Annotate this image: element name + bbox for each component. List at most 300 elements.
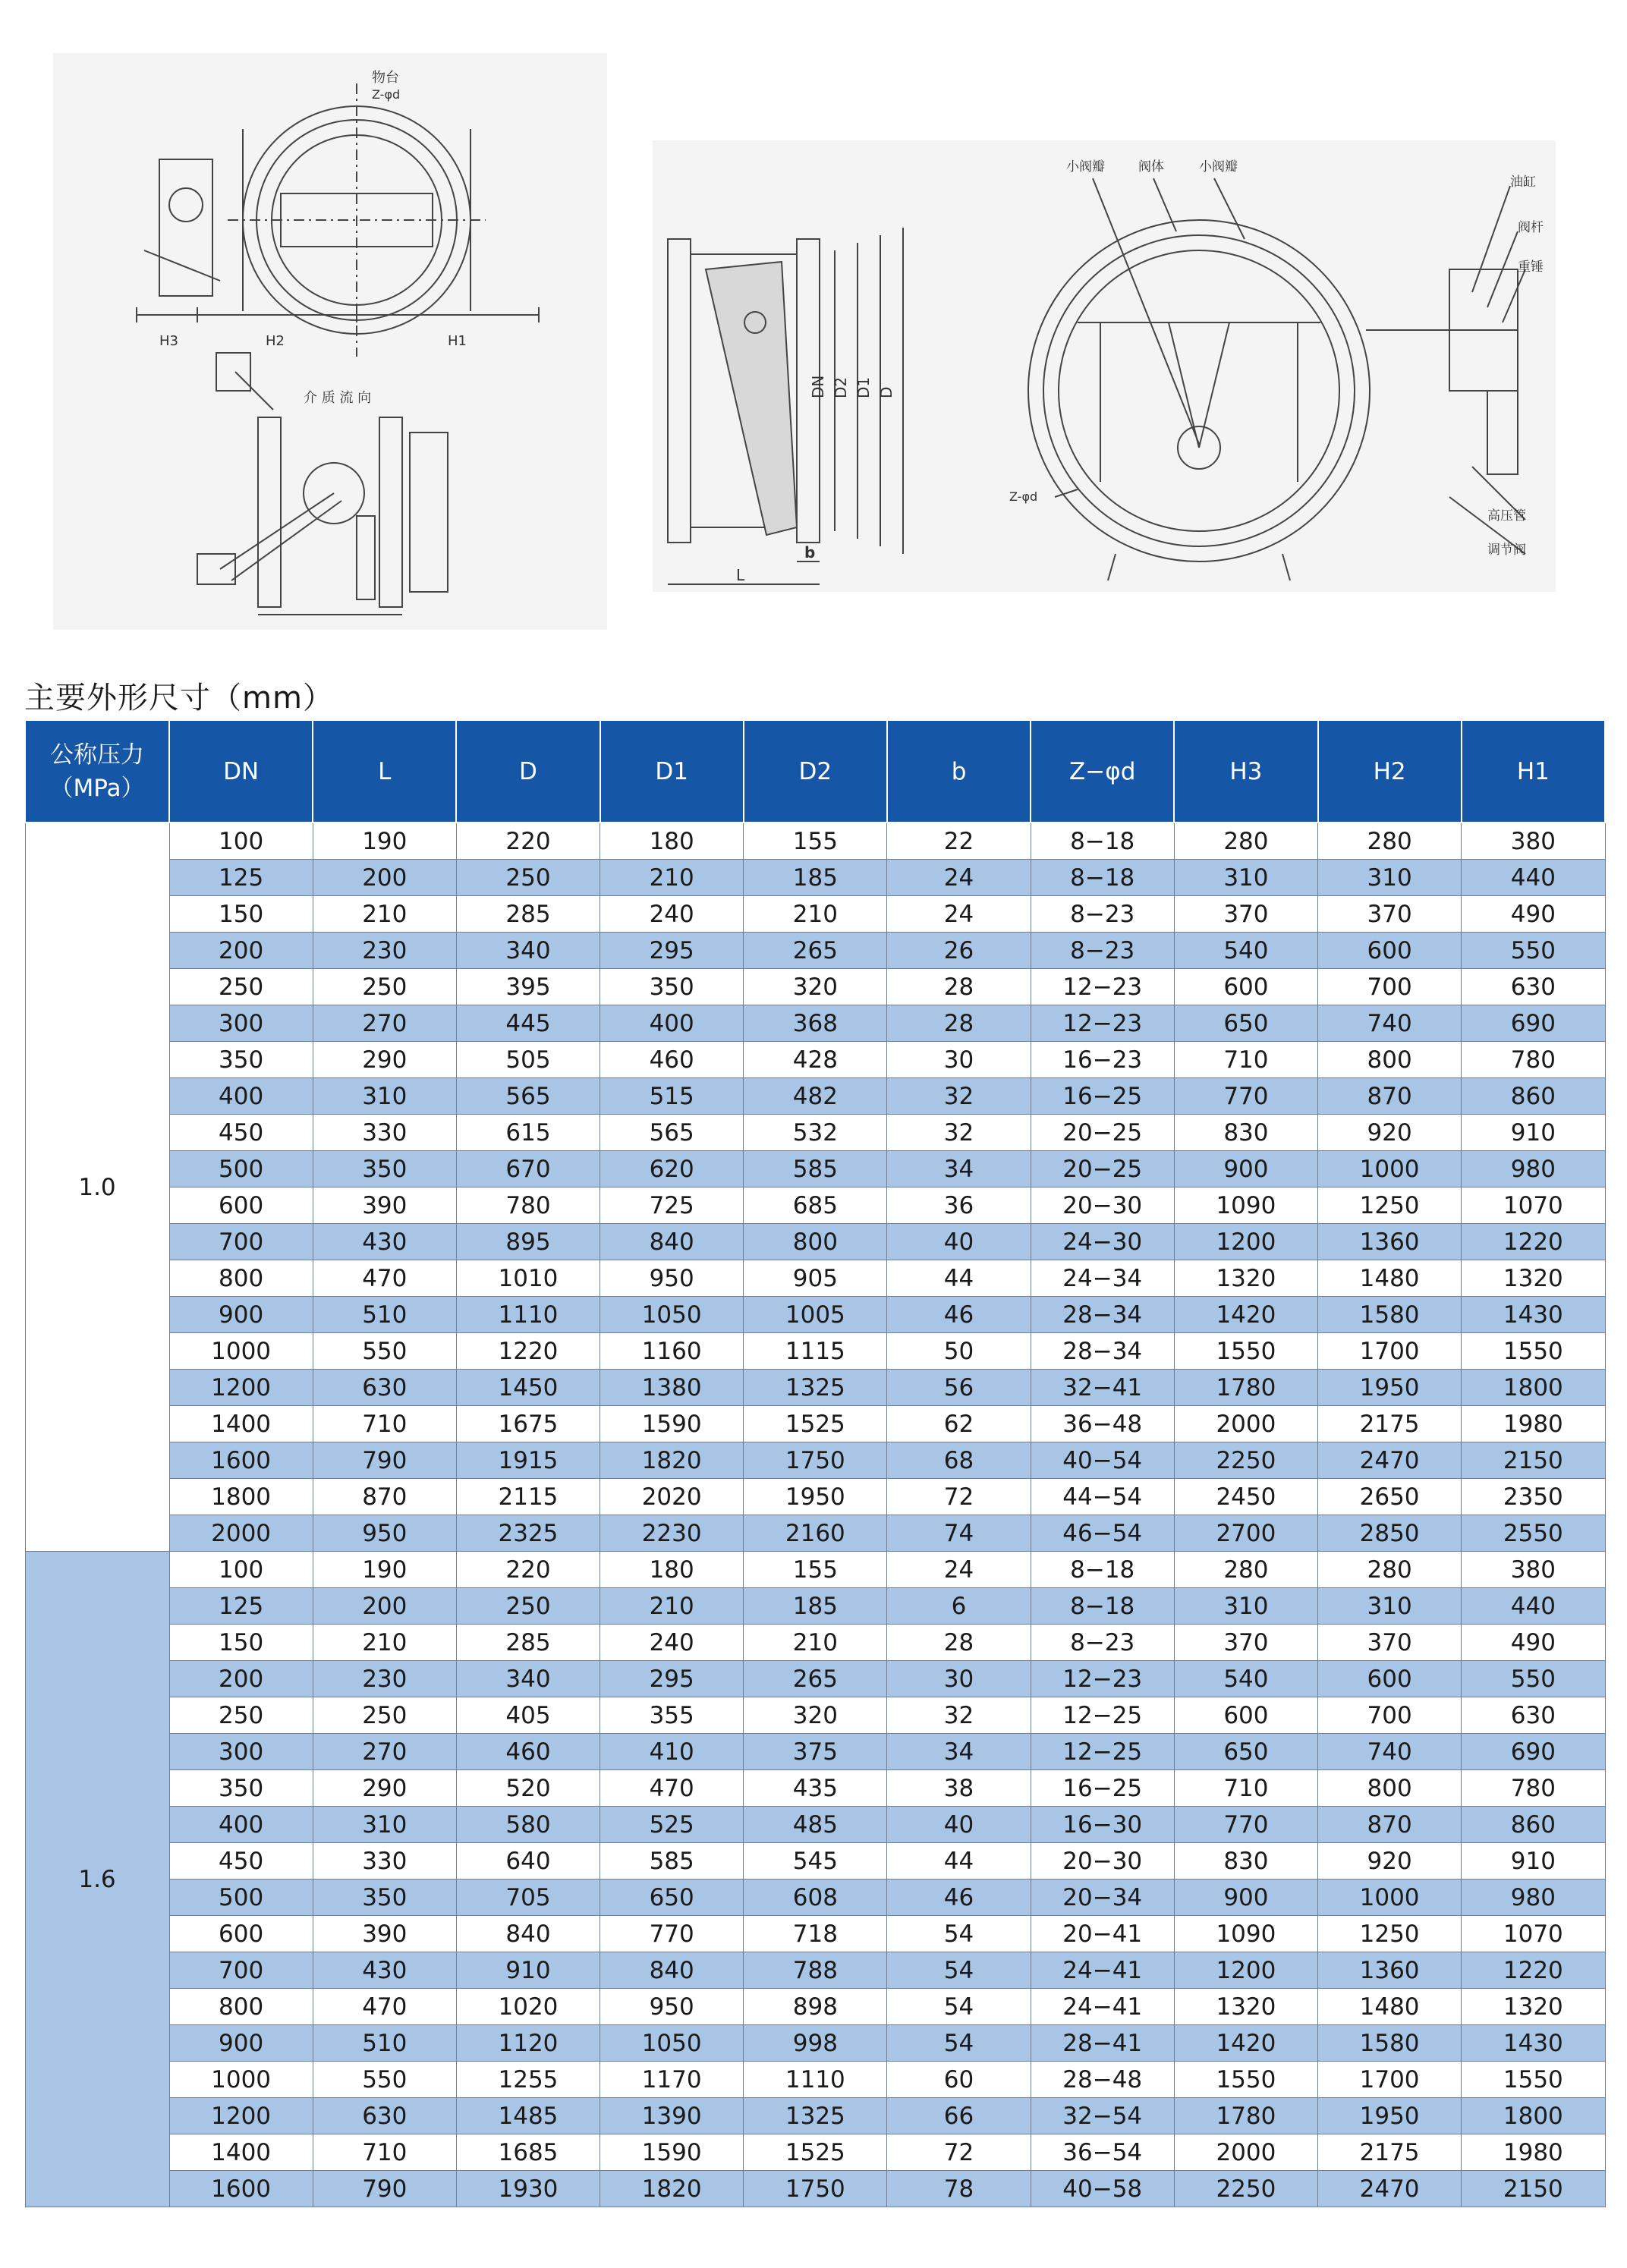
label-d1: D1 [854,376,873,398]
table-cell: 28 [887,1005,1031,1042]
table-cell: 585 [744,1151,887,1187]
table-cell: 30 [887,1661,1031,1697]
table-cell: 1170 [600,2062,744,2098]
table-cell: 8−18 [1031,860,1174,896]
table-cell: 1400 [169,1406,313,1442]
table-cell: 1320 [1462,1989,1605,2025]
table-cell: 580 [456,1807,600,1843]
table-cell: 1550 [1174,1333,1317,1370]
table-row [25,1625,1605,1661]
table-cell: 830 [1174,1115,1317,1151]
table-row [25,1807,1605,1843]
table-cell: 16−25 [1031,1078,1174,1115]
table-cell: 700 [1318,969,1462,1005]
table-cell: 34 [887,1734,1031,1770]
table-cell: 690 [1462,1734,1605,1770]
table-row [25,2134,1605,2171]
table-cell: 1485 [456,2098,600,2134]
table-cell: 295 [600,933,744,969]
table-cell: 1420 [1174,2025,1317,2062]
table-cell: 270 [313,1734,456,1770]
table-cell: 650 [1174,1005,1317,1042]
table-cell: 8−23 [1031,896,1174,933]
table-cell: 700 [169,1224,313,1260]
table-cell: 32 [887,1078,1031,1115]
table-cell: 525 [600,1807,744,1843]
table-cell: 12−23 [1031,1005,1174,1042]
table-cell: 20−30 [1031,1187,1174,1224]
table-row [25,823,1605,860]
table-cell: 1255 [456,2062,600,2098]
table-row [25,2171,1605,2207]
table-cell: 12−25 [1031,1697,1174,1734]
table-cell: 2550 [1462,1515,1605,1552]
table-cell: 375 [744,1734,887,1770]
table-cell: 310 [313,1807,456,1843]
table-cell: 330 [313,1843,456,1880]
table-cell: 1525 [744,1406,887,1442]
table-cell: 20−25 [1031,1151,1174,1187]
table-cell: 485 [744,1807,887,1843]
table-cell: 28−34 [1031,1297,1174,1333]
table-cell: 2470 [1318,1442,1462,1479]
table-header [25,720,1605,823]
table-cell: 2020 [600,1479,744,1515]
table-cell: 36 [887,1187,1031,1224]
table-cell: 870 [1318,1078,1462,1115]
table-cell: 20−25 [1031,1115,1174,1151]
table-cell: 505 [456,1042,600,1078]
table-cell: 460 [456,1734,600,1770]
table-cell: 1250 [1318,1187,1462,1224]
table-cell: 600 [1174,969,1317,1005]
table-cell: 26 [887,933,1031,969]
table-cell: 1200 [1174,1224,1317,1260]
table-cell: 210 [313,896,456,933]
table-cell: 2450 [1174,1479,1317,1515]
table-cell: 34 [887,1151,1031,1187]
table-row [25,2062,1605,2098]
table-cell: 710 [313,2134,456,2171]
table-cell: 390 [313,1187,456,1224]
table-row [25,1115,1605,1151]
table-cell: 500 [169,1151,313,1187]
table-cell: 280 [1174,1552,1317,1588]
table-cell: 56 [887,1370,1031,1406]
table-cell: 2000 [1174,2134,1317,2171]
table-cell: 788 [744,1952,887,1989]
pressure-cell: 1.0 [25,823,169,1552]
table-cell: 800 [744,1224,887,1260]
table-cell: 565 [600,1115,744,1151]
table-cell: 125 [169,860,313,896]
table-cell: 600 [169,1187,313,1224]
table-cell: 200 [313,860,456,896]
table-cell: 22 [887,823,1031,860]
table-cell: 490 [1462,896,1605,933]
table-cell: 630 [313,1370,456,1406]
table-cell: 1480 [1318,1989,1462,2025]
technical-drawings [0,0,1627,653]
table-cell: 330 [313,1115,456,1151]
header-d2: D2 [744,720,887,823]
table-cell: 1700 [1318,1333,1462,1370]
label-dn: DN [809,375,827,398]
table-cell: 320 [744,1697,887,1734]
table-cell: 24−41 [1031,1989,1174,2025]
table-cell: 630 [1462,1697,1605,1734]
table-cell: 1420 [1174,1297,1317,1333]
table-cell: 1430 [1462,1297,1605,1333]
table-cell: 830 [1174,1843,1317,1880]
table-cell: 950 [600,1260,744,1297]
table-cell: 800 [1318,1042,1462,1078]
table-row [25,1697,1605,1734]
table-cell: 12−23 [1031,969,1174,1005]
table-cell: 54 [887,2025,1031,2062]
table-cell: 1480 [1318,1260,1462,1297]
table-cell: 540 [1174,1661,1317,1697]
table-cell: 1115 [744,1333,887,1370]
table-cell: 550 [313,2062,456,2098]
table-cell: 800 [169,1989,313,2025]
table-cell: 390 [313,1916,456,1952]
table-cell: 1000 [1318,1151,1462,1187]
table-cell: 210 [600,860,744,896]
table-cell: 370 [1318,1625,1462,1661]
table-cell: 180 [600,1552,744,1588]
table-cell: 210 [744,896,887,933]
table-cell: 650 [1174,1734,1317,1770]
table-cell: 1000 [1318,1880,1462,1916]
table-cell: 38 [887,1770,1031,1807]
table-cell: 1580 [1318,1297,1462,1333]
table-cell: 430 [313,1952,456,1989]
table-cell: 380 [1462,823,1605,860]
table-cell: 1050 [600,2025,744,2062]
label-weight: 重锤 [1518,260,1544,275]
table-cell: 20−34 [1031,1880,1174,1916]
label-top-b: Z-φd [372,87,401,102]
table-cell: 1070 [1462,1187,1605,1224]
table-cell: 250 [169,969,313,1005]
table-cell: 2470 [1318,2171,1462,2207]
table-cell: 46 [887,1297,1031,1333]
table-cell: 280 [1318,1552,1462,1588]
section-title: 主要外形尺寸（mm） [24,681,334,716]
table-cell: 2000 [169,1515,313,1552]
table-cell: 428 [744,1042,887,1078]
table-cell: 285 [456,1625,600,1661]
table-cell: 250 [313,969,456,1005]
table-cell: 630 [1462,969,1605,1005]
table-cell: 1430 [1462,2025,1605,2062]
table-cell: 585 [600,1843,744,1880]
table-cell: 2850 [1318,1515,1462,1552]
table-cell: 685 [744,1187,887,1224]
table-cell: 1000 [169,1333,313,1370]
table-cell: 155 [744,1552,887,1588]
table-cell: 8−18 [1031,1552,1174,1588]
table-cell: 710 [313,1406,456,1442]
table-cell: 250 [456,1588,600,1625]
table-cell: 20−30 [1031,1843,1174,1880]
table-cell: 2250 [1174,2171,1317,2207]
table-cell: 690 [1462,1005,1605,1042]
table-cell: 1200 [169,2098,313,2134]
table-cell: 895 [456,1224,600,1260]
table-row [25,1442,1605,1479]
table-cell: 565 [456,1078,600,1115]
table-cell: 1320 [1174,1989,1317,2025]
table-cell: 920 [1318,1843,1462,1880]
table-cell: 1590 [600,2134,744,2171]
table-cell: 12−25 [1031,1734,1174,1770]
table-row [25,1042,1605,1078]
table-cell: 770 [600,1916,744,1952]
table-cell: 28−34 [1031,1333,1174,1370]
table-cell: 2115 [456,1479,600,1515]
table-row [25,896,1605,933]
table-cell: 700 [1318,1697,1462,1734]
table-cell: 32−41 [1031,1370,1174,1406]
label-flow-direction: 介 质 流 向 [304,390,372,406]
table-cell: 72 [887,2134,1031,2171]
table-cell: 2325 [456,1515,600,1552]
table-row [25,1734,1605,1770]
table-cell: 1360 [1318,1952,1462,1989]
table-cell: 24 [887,860,1031,896]
table-cell: 1360 [1318,1224,1462,1260]
table-cell: 2650 [1318,1479,1462,1515]
table-cell: 265 [744,1661,887,1697]
table-cell: 705 [456,1880,600,1916]
table-cell: 310 [1318,860,1462,896]
table-cell: 2250 [1174,1442,1317,1479]
table-cell: 100 [169,1552,313,1588]
table-cell: 300 [169,1734,313,1770]
table-cell: 8−18 [1031,1588,1174,1625]
table-cell: 32−54 [1031,2098,1174,2134]
label-small-disc: 小阀瓣 [1066,159,1105,175]
table-cell: 250 [456,860,600,896]
table-row [25,1151,1605,1187]
table-cell: 650 [600,1880,744,1916]
header-pressure-line2: （MPa） [49,774,145,802]
table-cell: 54 [887,1989,1031,2025]
table-cell: 220 [456,1552,600,1588]
table-cell: 24−30 [1031,1224,1174,1260]
table-cell: 24−34 [1031,1260,1174,1297]
table-cell: 1525 [744,2134,887,2171]
table-cell: 1950 [744,1479,887,1515]
table-cell: 600 [1318,933,1462,969]
table-cell: 440 [1462,1588,1605,1625]
table-cell: 600 [1174,1697,1317,1734]
table-cell: 36−54 [1031,2134,1174,2171]
table-cell: 950 [313,1515,456,1552]
table-cell: 950 [600,1989,744,2025]
table-cell: 998 [744,2025,887,2062]
table-cell: 310 [1318,1588,1462,1625]
table-cell: 280 [1318,823,1462,860]
table-cell: 800 [1318,1770,1462,1807]
valve-drawing-left-svg [53,53,607,630]
table-cell: 40−58 [1031,2171,1174,2207]
table-cell: 770 [1174,1078,1317,1115]
table-cell: 300 [169,1005,313,1042]
table-cell: 710 [1174,1770,1317,1807]
table-cell: 1200 [1174,1952,1317,1989]
valve-side-and-front-drawing [53,53,607,630]
table-cell: 1820 [600,1442,744,1479]
table-cell: 8−23 [1031,933,1174,969]
table-cell: 482 [744,1078,887,1115]
label-d2: D2 [832,376,850,398]
table-cell: 640 [456,1843,600,1880]
table-cell: 24−41 [1031,1952,1174,1989]
table-cell: 2230 [600,1515,744,1552]
table-row [25,1552,1605,1588]
table-cell: 2350 [1462,1479,1605,1515]
table-cell: 1110 [744,2062,887,2098]
table-cell: 670 [456,1151,600,1187]
table-cell: 545 [744,1843,887,1880]
table-cell: 510 [313,2025,456,2062]
table-cell: 510 [313,1297,456,1333]
table-cell: 490 [1462,1625,1605,1661]
table-cell: 2700 [1174,1515,1317,1552]
table-cell: 1020 [456,1989,600,2025]
table-cell: 200 [169,933,313,969]
table-row [25,2098,1605,2134]
table-cell: 368 [744,1005,887,1042]
table-cell: 1200 [169,1370,313,1406]
table-cell: 1325 [744,2098,887,2134]
table-cell: 2000 [1174,1406,1317,1442]
table-row [25,969,1605,1005]
table-cell: 78 [887,2171,1031,2207]
table-cell: 470 [313,1989,456,2025]
table-cell: 350 [169,1042,313,1078]
table-cell: 44−54 [1031,1479,1174,1515]
table-cell: 400 [169,1807,313,1843]
label-z-phi-d: Z-φd [1009,489,1038,504]
table-cell: 1820 [600,2171,744,2207]
table-cell: 290 [313,1042,456,1078]
table-cell: 380 [1462,1552,1605,1588]
header-pressure [25,720,169,823]
table-cell: 800 [169,1260,313,1297]
table-cell: 1750 [744,2171,887,2207]
table-cell: 780 [1462,1042,1605,1078]
table-cell: 30 [887,1042,1031,1078]
table-cell: 1160 [600,1333,744,1370]
header-d1: D1 [600,720,744,823]
table-cell: 725 [600,1187,744,1224]
table-cell: 1685 [456,2134,600,2171]
table-cell: 910 [1462,1843,1605,1880]
table-cell: 6 [887,1588,1031,1625]
table-cell: 400 [600,1005,744,1042]
table-cell: 1590 [600,1406,744,1442]
table-cell: 1320 [1174,1260,1317,1297]
pressure-cell: 1.6 [25,1552,169,2207]
table-cell: 1550 [1174,2062,1317,2098]
header-z-phi-d: Z−φd [1031,720,1174,823]
label-l: L [736,566,745,584]
table-cell: 44 [887,1843,1031,1880]
valve-section-and-assembly-drawing [653,140,1556,592]
table-cell: 125 [169,1588,313,1625]
table-cell: 910 [456,1952,600,1989]
table-row [25,1406,1605,1442]
table-cell: 1000 [169,2062,313,2098]
table-cell: 1250 [1318,1916,1462,1952]
table-cell: 280 [1174,823,1317,860]
table-cell: 210 [600,1588,744,1625]
table-row [25,2025,1605,2062]
table-cell: 340 [456,1661,600,1697]
table-cell: 32 [887,1697,1031,1734]
table-cell: 1950 [1318,2098,1462,2134]
table-row [25,1370,1605,1406]
table-cell: 905 [744,1260,887,1297]
table-cell: 1600 [169,2171,313,2207]
table-cell: 54 [887,1952,1031,1989]
table-cell: 920 [1318,1115,1462,1151]
table-cell: 405 [456,1697,600,1734]
table-row [25,1916,1605,1952]
table-cell: 1110 [456,1297,600,1333]
table-cell: 600 [169,1916,313,1952]
header-l: L [313,720,456,823]
table-cell: 68 [887,1442,1031,1479]
header-h2: H2 [1318,720,1462,823]
table-row [25,1187,1605,1224]
table-cell: 430 [313,1224,456,1260]
table-cell: 450 [169,1843,313,1880]
dimensions-table [24,719,1606,2207]
table-cell: 28−48 [1031,2062,1174,2098]
table-cell: 150 [169,896,313,933]
table-cell: 870 [313,1479,456,1515]
table-row [25,1333,1605,1370]
table-cell: 44 [887,1260,1031,1297]
table-cell: 718 [744,1916,887,1952]
table-cell: 840 [600,1224,744,1260]
table-cell: 370 [1318,896,1462,933]
table-cell: 340 [456,933,600,969]
table-cell: 28 [887,1625,1031,1661]
table-cell: 16−25 [1031,1770,1174,1807]
table-cell: 60 [887,2062,1031,2098]
table-cell: 980 [1462,1880,1605,1916]
table-cell: 615 [456,1115,600,1151]
table-cell: 780 [456,1187,600,1224]
table-cell: 40 [887,1807,1031,1843]
label-regulating-valve: 调节阀 [1487,543,1526,558]
table-cell: 1090 [1174,1916,1317,1952]
header-b: b [887,720,1031,823]
table-row [25,1880,1605,1916]
table-cell: 310 [1174,1588,1317,1625]
table-cell: 1780 [1174,2098,1317,2134]
table-cell: 1750 [744,1442,887,1479]
table-cell: 16−30 [1031,1807,1174,1843]
table-cell: 395 [456,969,600,1005]
table-cell: 250 [313,1697,456,1734]
